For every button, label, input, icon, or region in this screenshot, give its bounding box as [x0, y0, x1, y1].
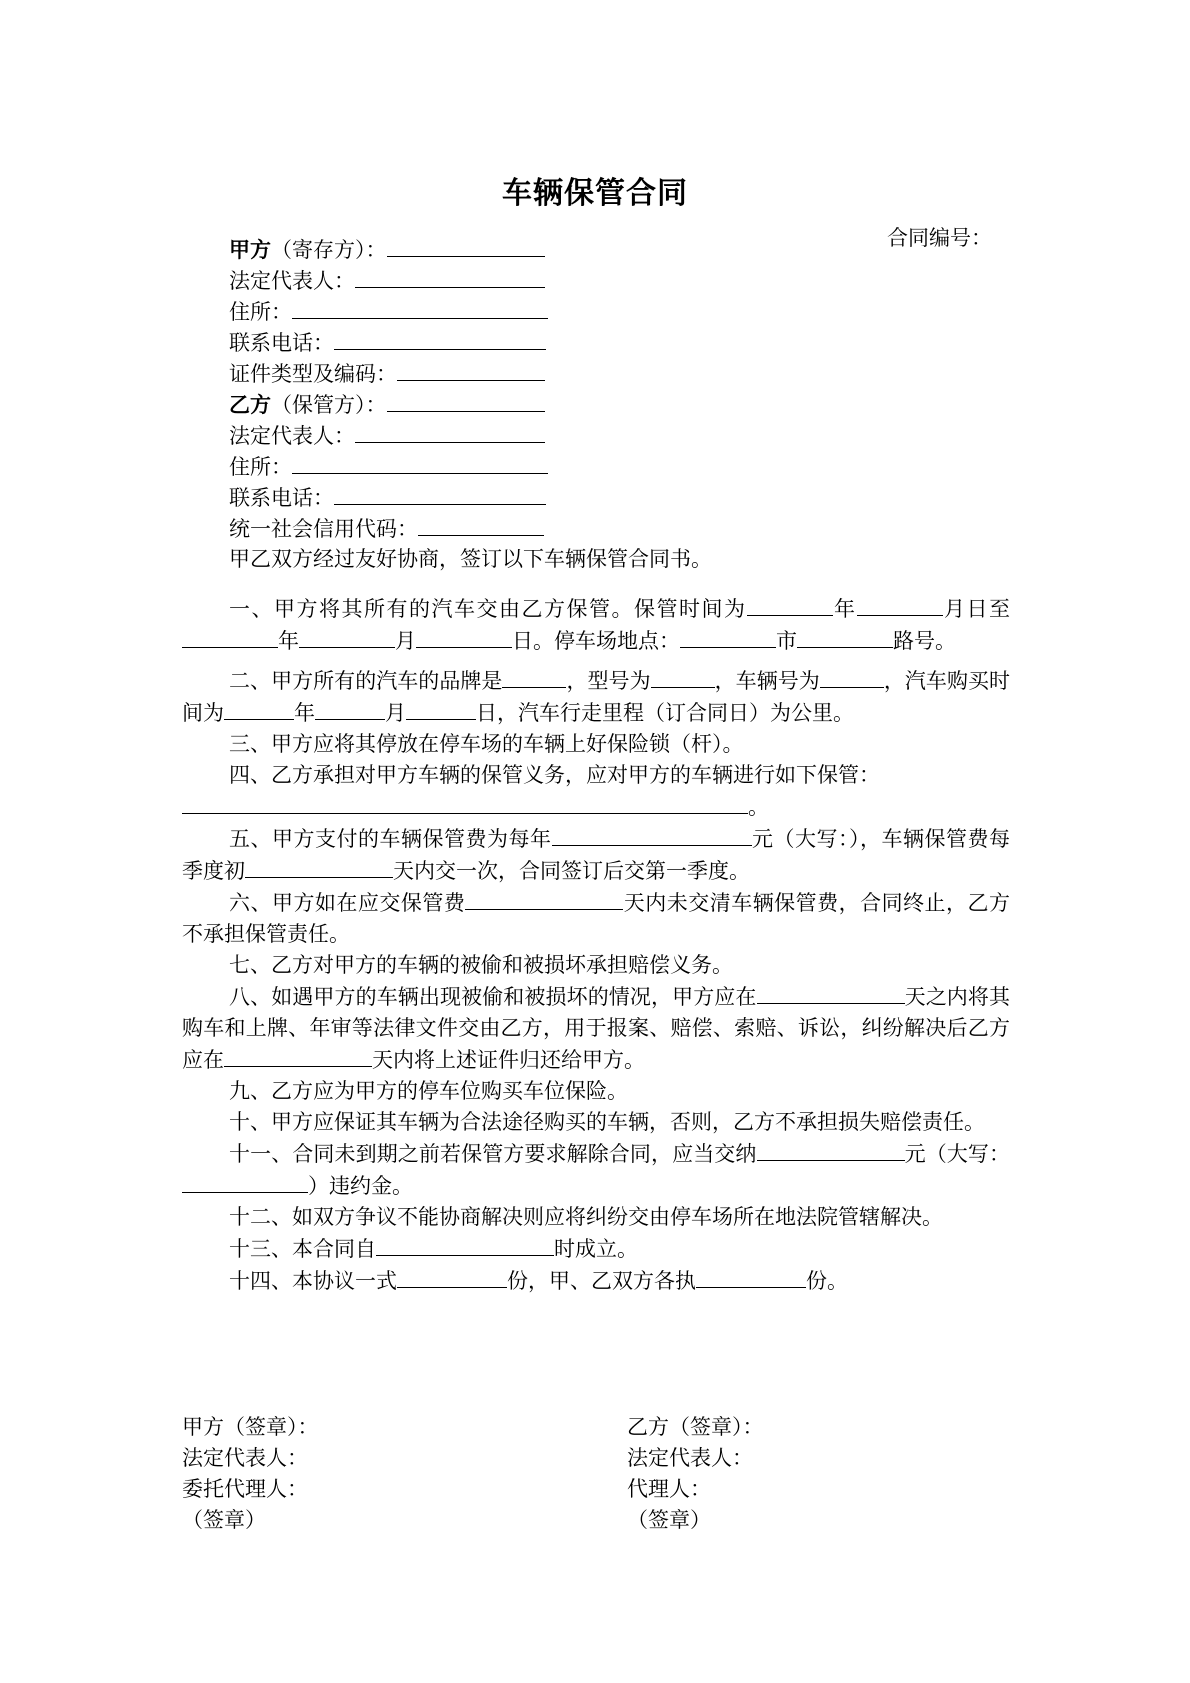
- blank-line: [397, 358, 545, 381]
- party-b-seal: （签章）: [627, 1508, 711, 1532]
- blank-line: [334, 327, 546, 350]
- party-a-signature: 甲方（签章）：: [182, 1415, 319, 1439]
- blank-line: [355, 420, 545, 443]
- clause-14: 十四、本协议一式 份，甲、乙双方各执 份。: [182, 1265, 1010, 1297]
- party-info: [229, 234, 1029, 575]
- blank-line: [418, 513, 544, 536]
- party-a-rep: 法定代表人：: [229, 265, 1029, 296]
- blank-line: [387, 234, 545, 257]
- party-a-id: 证件类型及编码：: [229, 358, 1029, 389]
- party-b-agent: 代理人：: [627, 1477, 711, 1501]
- clause-7: 七、乙方对甲方的车辆的被偷和被损坏承担赔偿义务。: [229, 953, 733, 977]
- clause-2: 二、甲方所有的汽车的品牌是 ，型号为 ，车辆号为 ，汽车购买时间为 年 月 日，汽车行走里程（订合同日）为公里。: [182, 665, 1010, 729]
- party-b-credit-code: 统一社会信用代码：: [229, 513, 1029, 544]
- contract-clauses: [182, 593, 1010, 1297]
- clause-9: 九、乙方应为甲方的停车位购买车位保险。: [229, 1079, 628, 1103]
- clause-6: 六、甲方如在应交保管费 天内未交清车辆保管费，合同终止，乙方不承担保管责任。: [182, 887, 1010, 950]
- party-b-signature: 乙方（签章）：: [627, 1415, 764, 1439]
- document-title: 车辆保管合同: [502, 176, 688, 211]
- clause-1: 一、甲方将其所有的汽车交由乙方保管。保管时间为 年 月日至年 月 日。停车场地点： 市 路号。: [182, 593, 1010, 657]
- clause-3: 三、甲方应将其停放在停车场的车辆上好保险锁（杆）。: [229, 732, 744, 756]
- party-b-phone: 联系电话：: [229, 482, 1029, 513]
- intro-text: 甲乙双方经过友好协商，签订以下车辆保管合同书。: [229, 547, 712, 571]
- clause-4: 四、乙方承担对甲方车辆的保管义务，应对甲方的车辆进行如下保管： 。: [182, 760, 1010, 823]
- blank-line: [355, 265, 545, 288]
- blank-line: [334, 482, 546, 505]
- clause-5: 五、甲方支付的车辆保管费为每年 元（大写：），车辆保管费每季度初 天内交一次，合同签订后交第一季度。: [182, 823, 1010, 887]
- clause-11: 十一、合同未到期之前若保管方要求解除合同，应当交纳 元（大写：）违约金。: [182, 1138, 1010, 1202]
- party-a-agent: 委托代理人：: [182, 1477, 308, 1501]
- clause-13: 十三、本合同自 时成立。: [182, 1233, 1010, 1265]
- blank-line: [292, 296, 548, 319]
- contract-number-label: 合同编号：: [887, 226, 992, 250]
- party-a-seal: （签章）: [182, 1508, 266, 1532]
- blank-line: [387, 389, 545, 412]
- party-a-rep-sign: 法定代表人：: [182, 1446, 308, 1470]
- clause-10: 十、甲方应保证其车辆为合法途径购买的车辆，否则，乙方不承担损失赔偿责任。: [229, 1110, 985, 1134]
- party-a-phone: 联系电话：: [229, 327, 1029, 358]
- signature-block: [182, 1412, 1010, 1536]
- party-b-address: 住所：: [229, 451, 1029, 482]
- party-b-heading: 乙方（保管方）：: [229, 389, 1029, 420]
- blank-line: [292, 451, 548, 474]
- clause-12: 十二、如双方争议不能协商解决则应将纠纷交由停车场所在地法院管辖解决。: [229, 1205, 943, 1229]
- clause-8: 八、如遇甲方的车辆出现被偷和被损坏的情况，甲方应在 天之内将其购车和上牌、年审等法律文件交由乙方，用于报案、赔偿、索赔、诉讼，纠纷解决后乙方应在 天内将上述证件归还给甲方。: [182, 981, 1010, 1076]
- party-a-address: 住所：: [229, 296, 1029, 327]
- party-b-rep-sign: 法定代表人：: [627, 1446, 753, 1470]
- party-a-heading: 甲方（寄存方）：: [229, 234, 1029, 265]
- party-b-rep: 法定代表人：: [229, 420, 1029, 451]
